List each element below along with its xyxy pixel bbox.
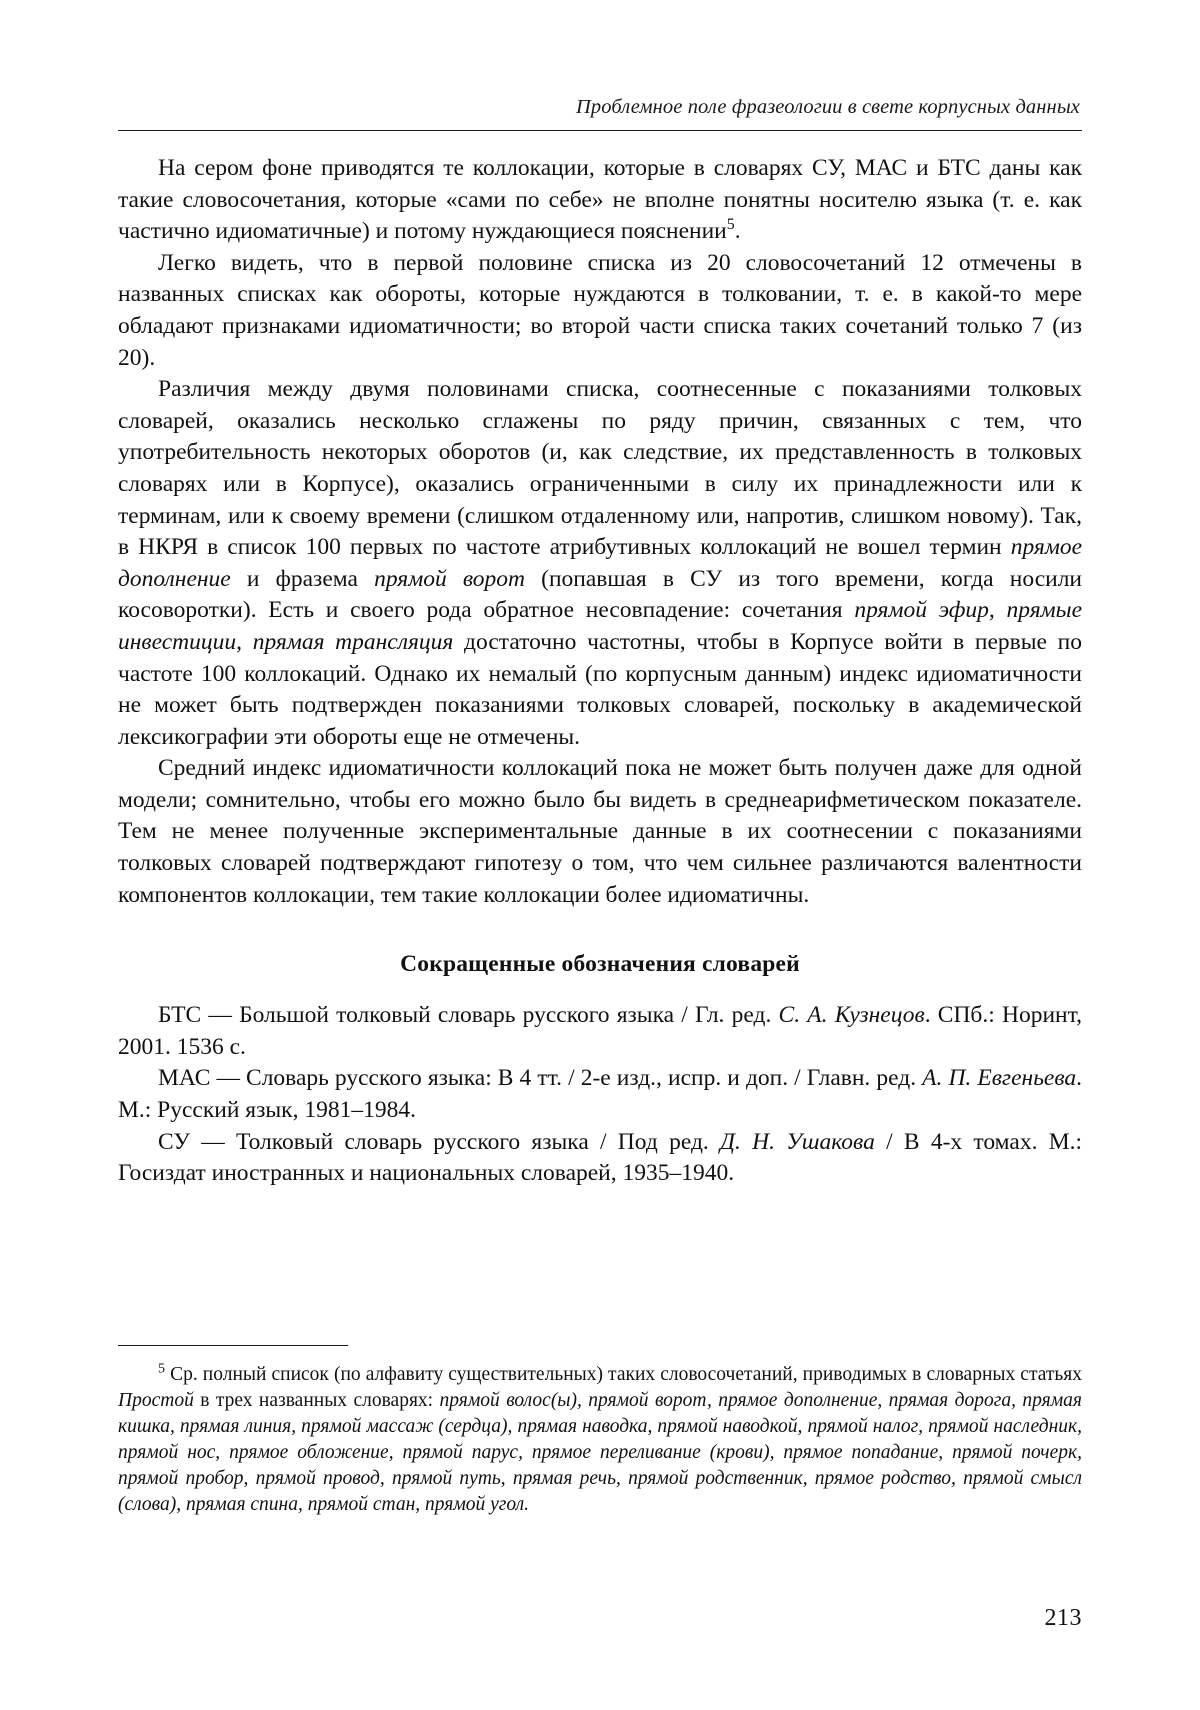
reference-item [118, 1063, 1082, 1126]
term-pryamoe-dopolnenie: прямое дополнение [118, 534, 1082, 592]
footnote-text-a: Ср. полный список (по алфавиту существительных) таких словосочетаний, приводимых в словарных статьях [165, 1364, 1082, 1385]
section-title: Сокращенные обозначения словарей [400, 951, 800, 978]
page-number: 213 [1044, 1605, 1082, 1631]
footnote-5 [118, 1362, 1082, 1518]
reference-item [118, 1000, 1082, 1063]
paragraph-3-part-c: (попавшая в СУ из того времени, когда носили косоворотки). Есть и своего рода обратное несовпадение: сочетания [118, 565, 1082, 624]
paragraph-4: Средний индекс идиоматичности коллокаций пока не может быть получен даже для одной модели; сомнительно, чтобы его можно было бы видеть в среднеарифметическом показателе. Тем не менее полученные экспериментальные данные в их соотнесении с показаниями толковых словарей подтверждают гипотезу о том, что чем сильнее различаются валентности компонентов коллокации, тем такие коллокации более идиоматичны. [118, 755, 1082, 908]
reference-text-b: . СПб.: Норинт, 2001. 1536 с. [118, 1002, 1082, 1060]
term-pryamoy-vorot: прямой ворот [374, 565, 525, 592]
paragraph-2: Легко видеть, что в первой половине списка из 20 словосочетаний 12 отмечены в названных списках как обороты, которые нуждаются в толковании, т. е. в какой-то мере обладают признаками идиоматичности; во второй части списка таких сочетаний только 7 (из 20). [118, 249, 1082, 371]
footnote-text-b: в трех названных словарях: [193, 1389, 440, 1411]
reference-editor: А. П. Евгеньева [922, 1065, 1077, 1092]
paragraph-1-text: На сером фоне приводятся те коллокации, которые в словарях СУ, МАС и БТС даны как такие словосочетания, которые «сами по себе» не вполне понятны носителю языка (т. е. как частично идиоматичные) и потому нуждающиеся пояснении [118, 155, 1082, 245]
term-list-collocations: прямой эфир, прямые инвестиции, прямая трансляция [118, 597, 1082, 655]
footnote-divider [118, 1345, 348, 1346]
running-head: Проблемное поле фразеологии в свете корпусных данных [576, 96, 1080, 118]
page-content [118, 96, 1082, 1190]
paragraph-3-part-b: и фразема [230, 565, 375, 592]
body-text [118, 153, 1082, 911]
reference-editor: Д. Н. Ушакова [720, 1128, 875, 1155]
footnote-headword: Простой [118, 1389, 194, 1411]
references-list [118, 1000, 1082, 1190]
paragraph-1-tail: . [734, 218, 741, 245]
reference-text-a: СУ — Толковый словарь русского языка / Под ред. [158, 1128, 721, 1155]
footnote-area [118, 1345, 1082, 1518]
footnote-number: 5 [158, 1360, 166, 1377]
reference-text-b: / В 4-х томах. М.: Госиздат иностранных и национальных словарей, 1935–1940. [118, 1128, 1083, 1187]
reference-text-a: МАС — Словарь русского языка: В 4 тт. / 2-е изд., испр. и доп. / Главн. ред. [158, 1065, 923, 1092]
reference-editor: С. А. Кузнецов [778, 1002, 925, 1029]
footnote-collocation-list: прямой волос(ы), прямой ворот, прямое дополнение, прямая дорога, прямая кишка, прямая линия, прямой массаж (сердца), прямая наводка, прямой наводкой, прямой налог, прямой наследник, прямой нос, прямое обложение, прямой парус, прямое переливание (крови), прямое попадание, прямой почерк, прямой пробор, прямой провод, прямой путь, прямая речь, прямой родственник, прямое родство, прямой смысл (слова), прямая спина, прямой стан, прямой угол. [118, 1389, 1082, 1515]
reference-item [118, 1127, 1082, 1190]
reference-text-a: БТС — Большой толковый словарь русского языка / Гл. ред. [158, 1002, 779, 1029]
paragraph-3-part-a: Различия между двумя половинами списка, соотнесенные с показаниями толковых словарей, оказались несколько сглажены по ряду причин, связанных с тем, что употребительность некоторых оборотов (и, как следствие, их представленность в толковых словарях или в Корпусе), оказались ограниченными в силу их принадлежности или к терминам, или к своему времени (слишком отдаленному или, напротив, слишком новому). Так, в НКРЯ в список 100 первых по частоте атрибутивных коллокаций не вошел термин [118, 376, 1082, 561]
header-divider [118, 130, 1082, 131]
paragraph-1 [118, 153, 1082, 248]
footnote-marker-5[interactable]: 5 [726, 216, 735, 234]
paragraph-3-part-d: достаточно частотны, чтобы в Корпусе войти в первые по частоте 100 коллокаций. Однако их немалый (по корпусным данным) индекс идиоматичности не может быть подтвержден показаниями толковых словарей, поскольку в академической лексикографии эти обороты еще не отмечены. [118, 628, 1082, 750]
paragraph-3 [118, 374, 1082, 753]
reference-text-b: . М.: Русский язык, 1981–1984. [118, 1065, 1082, 1124]
